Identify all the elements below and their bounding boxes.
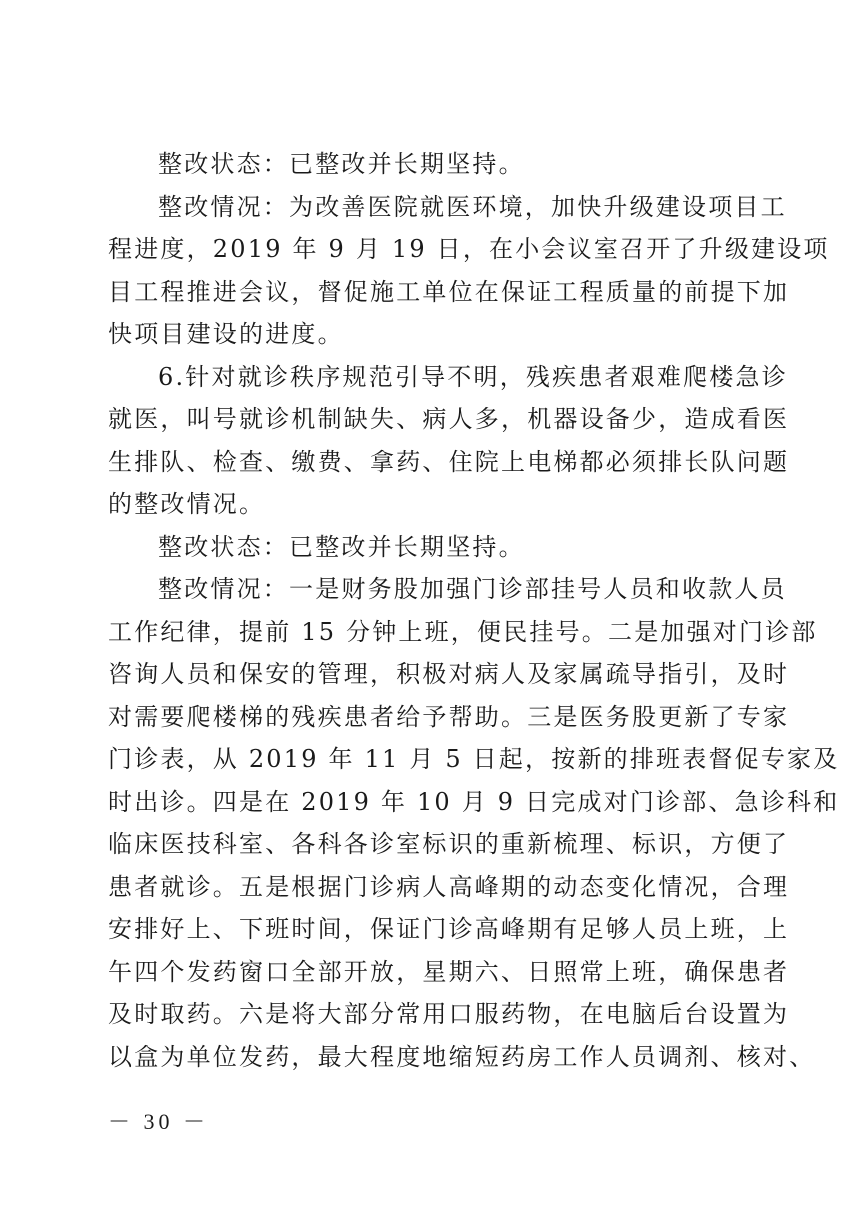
text-line: 的整改情况。 xyxy=(108,490,266,518)
text-line: 6.针对就诊秩序规范引导不明，残疾患者艰难爬楼急诊 xyxy=(158,362,788,391)
text-line: 就医，叫号就诊机制缺失、病人多，机器设备少，造成看医 xyxy=(108,405,790,433)
text-line: 时出诊。四是在 2019 年 10 月 9 日完成对门诊部、急诊科和 xyxy=(108,787,840,816)
text-line: 门诊表，从 2019 年 11 月 5 日起，按新的排班表督促专家及 xyxy=(108,745,840,773)
document-body xyxy=(108,143,840,1078)
text-line: 整改情况：一是财务股加强门诊部挂号人员和收款人员 xyxy=(158,575,787,603)
text-line: 以盒为单位发药，最大程度地缩短药房工作人员调剂、核对、 xyxy=(108,1042,816,1071)
text-line: 临床医技科室、各科各诊室标识的重新梳理、标识，方便了 xyxy=(108,830,790,858)
text-line: 患者就诊。五是根据门诊病人高峰期的动态变化情况，合理 xyxy=(108,872,790,901)
text-line: 整改状态：已整改并长期坚持。 xyxy=(158,532,525,561)
text-line: 午四个发药窗口全部开放，星期六、日照常上班，确保患者 xyxy=(108,957,790,986)
text-line: 工作纪律，提前 15 分钟上班，便民挂号。二是加强对门诊部 xyxy=(108,617,818,646)
text-line: 快项目建设的进度。 xyxy=(108,320,344,348)
text-line: 对需要爬楼梯的残疾患者给予帮助。三是医务股更新了专家 xyxy=(108,702,790,731)
text-line: 及时取药。六是将大部分常用口服药物，在电脑后台设置为 xyxy=(108,1000,790,1028)
text-line: 咨询人员和保安的管理，积极对病人及家属疏导指引，及时 xyxy=(108,660,790,688)
text-line: 目工程推进会议，督促施工单位在保证工程质量的前提下加 xyxy=(108,277,790,306)
text-line: 整改状态：已整改并长期坚持。 xyxy=(158,150,525,178)
paragraph-block xyxy=(108,143,840,1078)
text-line: 程进度，2019 年 9 月 19 日，在小会议室召开了升级建设项 xyxy=(108,235,830,263)
text-line: 安排好上、下班时间，保证门诊高峰期有足够人员上班，上 xyxy=(108,915,790,943)
page-number: － 30 － xyxy=(108,1109,210,1134)
text-line: 生排队、检查、缴费、拿药、住院上电梯都必须排长队问题 xyxy=(108,447,790,476)
text-line: 整改情况：为改善医院就医环境，加快升级建设项目工 xyxy=(158,192,787,221)
